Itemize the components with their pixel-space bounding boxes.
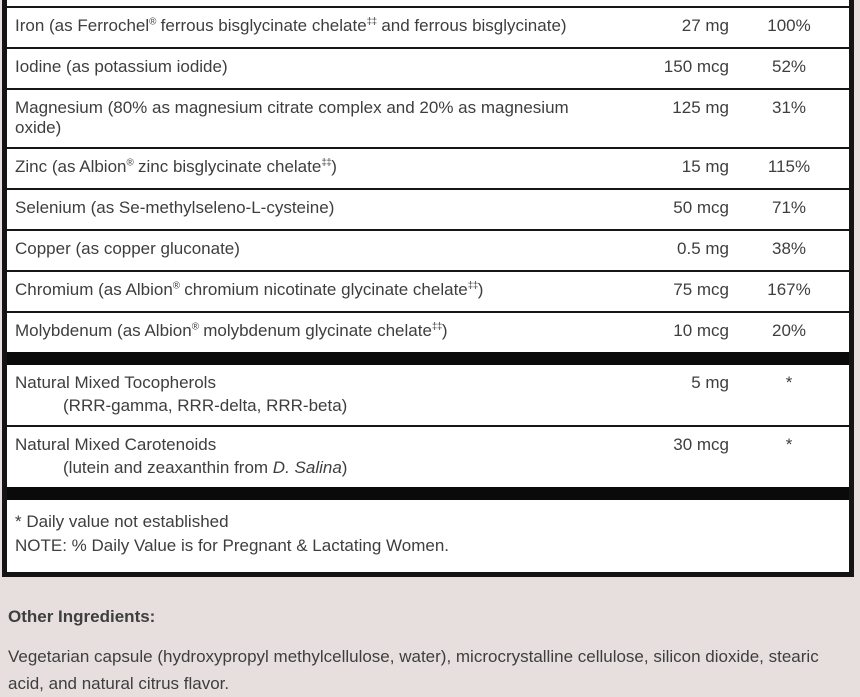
nutrient-name: Natural Mixed Tocopherols (RRR-gamma, RRR-delta, RRR-beta) (7, 373, 614, 416)
nutrient-name: Iron (as Ferrochel® ferrous bisglycinate chelate‡‡ and ferrous bisglycinate) (15, 16, 567, 35)
nutrient-amount: 75 mcg (673, 280, 729, 299)
nutrient-amount: 10 mcg (673, 321, 729, 340)
nutrient-daily-value: 31% (771, 98, 807, 117)
table-row (7, 270, 849, 311)
nutrient-amount: 150 mcg (663, 57, 729, 76)
nutrient-daily-value: * (785, 373, 793, 392)
table-row (7, 6, 849, 47)
nutrient-name-subline: (lutein and zeaxanthin from D. Salina) (63, 458, 348, 477)
nutrient-amount: 15 mg (681, 157, 729, 176)
nutrient-daily-value: 20% (771, 321, 807, 340)
nutrient-amount: 50 mcg (673, 198, 729, 217)
nutrient-name: Natural Mixed Carotenoids (lutein and zeaxanthin from D. Salina) (7, 435, 614, 478)
nutrient-amount: 0.5 mg (677, 239, 729, 258)
table-row (7, 365, 849, 425)
nutrient-daily-value: 115% (767, 157, 811, 176)
table-row (7, 425, 849, 487)
nutrient-name: Zinc (as Albion® zinc bisglycinate chelate‡‡) (15, 157, 337, 176)
nutrient-daily-value: 167% (767, 280, 811, 299)
nutrient-daily-value: 100% (767, 16, 811, 35)
nutrient-amount: 125 mg (672, 98, 729, 117)
nutrient-daily-value: 52% (771, 57, 807, 76)
nutrient-daily-value: 38% (771, 239, 807, 258)
nutrient-amount: 27 mg (681, 16, 729, 35)
table-row (7, 229, 849, 270)
footnote-daily-value: * Daily value not established (15, 512, 229, 531)
nutrient-rows (7, 6, 849, 487)
nutrient-name: Magnesium (80% as magnesium citrate complex and 20% as magnesium oxide) (15, 98, 569, 137)
footnotes (7, 500, 849, 572)
nutrient-name: Molybdenum (as Albion® molybdenum glycinate chelate‡‡) (15, 321, 448, 340)
nutrient-name: Iodine (as potassium iodide) (15, 57, 228, 76)
other-ingredients-section (0, 577, 860, 697)
table-row (7, 88, 849, 147)
nutrient-amount: 30 mcg (673, 435, 729, 454)
table-row (7, 188, 849, 229)
nutrient-amount: 5 mg (691, 373, 729, 392)
section-divider-bar (7, 352, 849, 365)
table-row (7, 311, 849, 352)
nutrient-name: Copper (as copper gluconate) (15, 239, 240, 258)
nutrient-name: Selenium (as Se-methylseleno-L-cysteine) (15, 198, 335, 217)
other-ingredients-body: Vegetarian capsule (hydroxypropyl methylcellulose, water), microcrystalline cellulose, silicon dioxide, stearic acid, and natural citrus flavor. (8, 647, 819, 693)
section-divider-bar (7, 487, 849, 500)
table-row (7, 147, 849, 188)
table-row (7, 47, 849, 88)
nutrient-name: Chromium (as Albion® chromium nicotinate glycinate chelate‡‡) (15, 280, 484, 299)
footnote-note: NOTE: % Daily Value is for Pregnant & Lactating Women. (15, 536, 450, 555)
supplement-facts-table (2, 0, 854, 577)
nutrient-daily-value: * (785, 435, 793, 454)
nutrient-daily-value: 71% (771, 198, 807, 217)
nutrient-name-subline: (RRR-gamma, RRR-delta, RRR-beta) (63, 396, 348, 415)
other-ingredients-heading: Other Ingredients: (8, 607, 156, 626)
